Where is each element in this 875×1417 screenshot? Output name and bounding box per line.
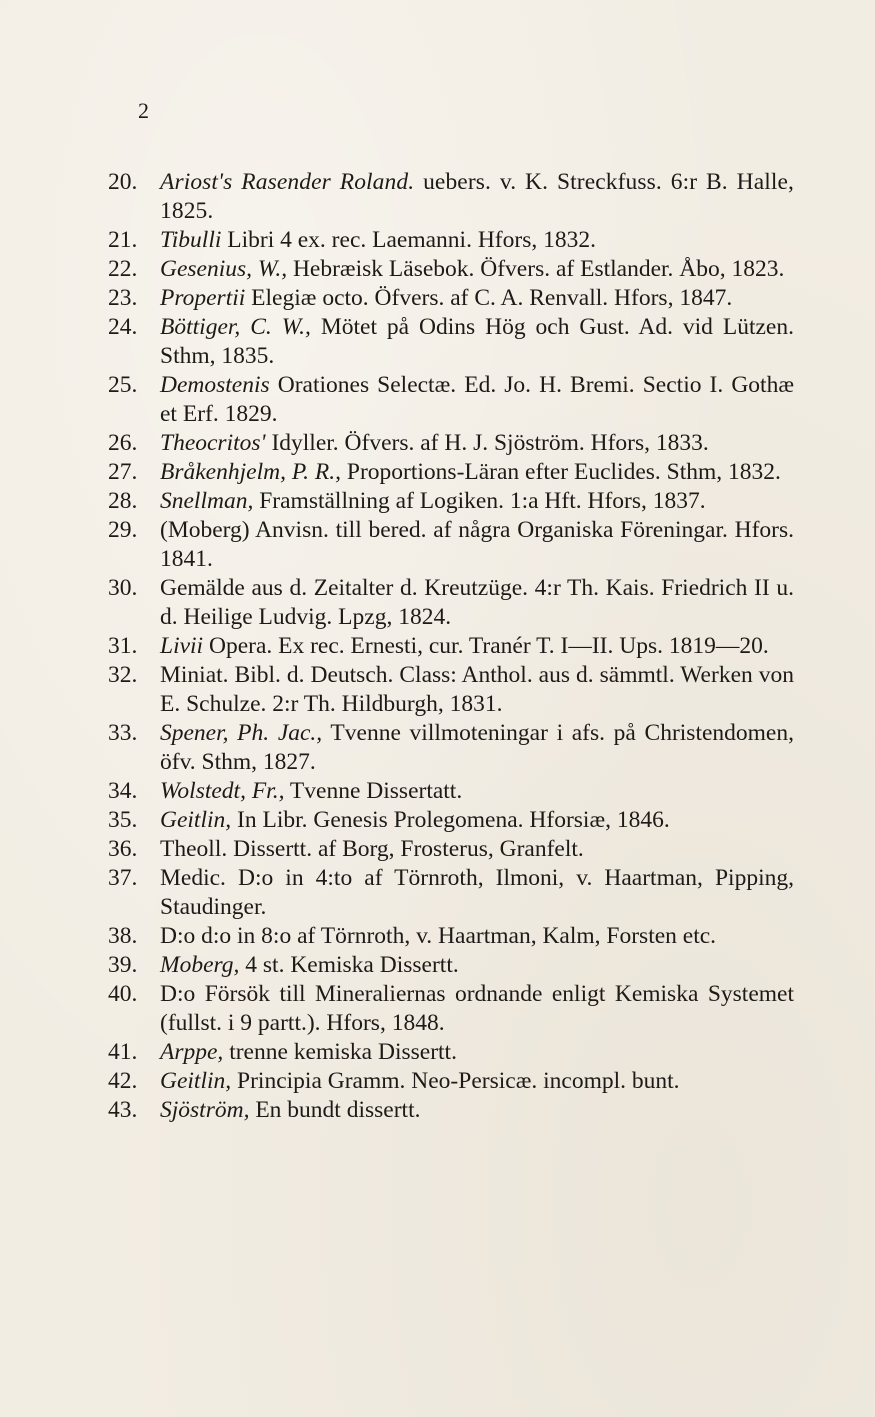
entry-number: 26.: [108, 430, 138, 456]
entry-number: 24.: [108, 314, 138, 340]
entry-author: Demostenis: [160, 372, 270, 398]
catalogue-entry: [108, 1067, 798, 1096]
entry-author: Bråkenhjelm, P. R.,: [160, 459, 342, 485]
entry-number: 35.: [108, 807, 138, 833]
entry-description: Tvenne villmoteningar i afs. på Christendomen, öfv. Sthm, 1827.: [160, 720, 794, 775]
entry-description: In Libr. Genesis Prolegomena. Hforsiæ, 1846.: [231, 807, 670, 833]
entry-text: [160, 458, 798, 487]
entry-text: [160, 487, 798, 516]
entry-description: Hebræisk Läsebok. Öfvers. af Estlander. Åbo, 1823.: [287, 256, 785, 282]
entry-number: 23.: [108, 285, 138, 311]
entry-text: [160, 313, 798, 371]
entry-text: [160, 284, 798, 313]
entry-number: 31.: [108, 633, 138, 659]
entry-author: Moberg,: [160, 952, 240, 978]
entry-text: [160, 661, 798, 719]
entry-author: Arppe,: [160, 1039, 224, 1065]
entry-description: uebers. v. K. Streckfuss. 6:r B. Halle, 1825.: [160, 169, 794, 224]
catalogue-entry: [108, 777, 798, 806]
catalogue-entry: [108, 371, 798, 429]
entry-description: Tvenne Dissertatt.: [284, 778, 463, 804]
entry-description: Opera. Ex rec. Ernesti, cur. Tranér T. I—II. Ups. 1819—20.: [203, 633, 769, 659]
catalogue-entry: [108, 487, 798, 516]
page-number: 2: [138, 98, 149, 123]
entry-description: 4 st. Kemiska Dissertt.: [239, 952, 459, 978]
entry-text: [160, 226, 798, 255]
entry-text: [160, 255, 798, 284]
entry-description: Framställning af Logiken. 1:a Hft. Hfors, 1837.: [253, 488, 706, 514]
catalogue-entry: [108, 922, 798, 951]
entry-number: 40.: [108, 981, 138, 1007]
entry-text: [160, 1096, 798, 1125]
entry-text: [160, 922, 798, 951]
catalogue-entry: [108, 835, 798, 864]
entry-description: D:o d:o in 8:o af Törnroth, v. Haartman, Kalm, Forsten etc.: [160, 923, 717, 949]
entry-text: [160, 777, 798, 806]
entry-text: [160, 719, 798, 777]
entry-text: [160, 632, 798, 661]
entry-author: Gesenius, W.,: [160, 256, 288, 282]
entry-description: (Moberg) Anvisn. till bered. af några Organiska Föreningar. Hfors. 1841.: [160, 517, 794, 572]
entry-author: Ariost's Rasender Roland.: [160, 169, 415, 195]
entry-description: D:o Försök till Mineraliernas ordnande enligt Kemiska Systemet (fullst. i 9 partt.). Hfors, 1848.: [160, 981, 794, 1036]
entry-number: 28.: [108, 488, 138, 514]
entry-author: Spener, Ph. Jac.,: [160, 720, 323, 746]
catalogue-entry: [108, 632, 798, 661]
catalogue-entry: [108, 719, 798, 777]
entry-text: [160, 951, 798, 980]
entry-author: Livii: [160, 633, 204, 659]
entry-description: Gemälde aus d. Zeitalter d. Kreutzüge. 4:r Th. Kais. Friedrich II u. d. Heilige Ludvig. Lpzg, 1824.: [160, 575, 794, 630]
entry-description: trenne kemiska Dissertt.: [223, 1039, 457, 1065]
entry-text: [160, 168, 798, 226]
entry-number: 39.: [108, 952, 138, 978]
catalogue-entry: [108, 951, 798, 980]
entry-number: 33.: [108, 720, 138, 746]
entry-text: [160, 1067, 798, 1096]
entry-number: 43.: [108, 1097, 138, 1123]
catalogue-entry: [108, 806, 798, 835]
entry-author: Theocritos': [160, 430, 266, 456]
catalogue-entry: [108, 574, 798, 632]
catalogue-entry: [108, 313, 798, 371]
entry-number: 41.: [108, 1039, 138, 1065]
entry-description: Idyller. Öfvers. af H. J. Sjöström. Hfors, 1833.: [265, 430, 709, 456]
catalogue-entry: [108, 284, 798, 313]
entry-description: Theoll. Dissertt. af Borg, Frosterus, Granfelt.: [160, 836, 584, 862]
entry-author: Wolstedt, Fr.,: [160, 778, 285, 804]
entry-description: Elegiæ octo. Öfvers. af C. A. Renvall. Hfors, 1847.: [245, 285, 733, 311]
entry-author: Geitlin,: [160, 1068, 232, 1094]
catalogue-entry: [108, 1038, 798, 1067]
entry-text: [160, 835, 798, 864]
catalogue-entry: [108, 864, 798, 922]
catalogue-entry: [108, 226, 798, 255]
entry-number: 34.: [108, 778, 138, 804]
entry-author: Böttiger, C. W.,: [160, 314, 311, 340]
entry-number: 36.: [108, 836, 138, 862]
entry-text: [160, 371, 798, 429]
catalogue-entry: [108, 255, 798, 284]
entry-text: [160, 516, 798, 574]
entry-number: 29.: [108, 517, 138, 543]
catalogue-entry: [108, 458, 798, 487]
entry-description: Principia Gramm. Neo-Persicæ. incompl. bunt.: [231, 1068, 680, 1094]
entry-description: Miniat. Bibl. d. Deutsch. Class: Anthol. aus d. sämmtl. Werken von E. Schulze. 2:r Th. Hildburgh, 1831.: [160, 662, 794, 717]
entry-author: Tibulli: [160, 227, 222, 253]
entry-number: 25.: [108, 372, 138, 398]
entry-author: Snellman,: [160, 488, 254, 514]
entry-text: [160, 864, 798, 922]
entry-author: Geitlin,: [160, 807, 232, 833]
entry-description: Proportions-Läran efter Euclides. Sthm, 1832.: [341, 459, 781, 485]
catalogue-entry: [108, 1096, 798, 1125]
entry-number: 27.: [108, 459, 138, 485]
entry-text: [160, 429, 798, 458]
entry-text: [160, 574, 798, 632]
entry-number: 21.: [108, 227, 138, 253]
entry-number: 30.: [108, 575, 138, 601]
catalogue-entry: [108, 429, 798, 458]
entry-author: Sjöström,: [160, 1097, 250, 1123]
entry-number: 37.: [108, 865, 138, 891]
catalogue-entry: [108, 168, 798, 226]
entry-text: [160, 980, 798, 1038]
entry-description: Orationes Selectæ. Ed. Jo. H. Bremi. Sectio I. Gothæ et Erf. 1829.: [160, 372, 794, 427]
entry-text: [160, 806, 798, 835]
entry-text: [160, 1038, 798, 1067]
entry-description: Mötet på Odins Hög och Gust. Ad. vid Lützen. Sthm, 1835.: [160, 314, 794, 369]
entry-description: Medic. D:o in 4:to af Törnroth, Ilmoni, v. Haartman, Pipping, Staudinger.: [160, 865, 794, 920]
catalogue-entry: [108, 516, 798, 574]
entry-description: Libri 4 ex. rec. Laemanni. Hfors, 1832.: [221, 227, 596, 253]
entry-number: 22.: [108, 256, 138, 282]
entry-description: En bundt dissertt.: [249, 1097, 421, 1123]
entry-number: 42.: [108, 1068, 138, 1094]
catalogue-list: [108, 168, 798, 1125]
entry-number: 38.: [108, 923, 138, 949]
catalogue-entry: [108, 980, 798, 1038]
entry-author: Propertii: [160, 285, 246, 311]
catalogue-entry: [108, 661, 798, 719]
entry-number: 32.: [108, 662, 138, 688]
entry-number: 20.: [108, 169, 138, 195]
